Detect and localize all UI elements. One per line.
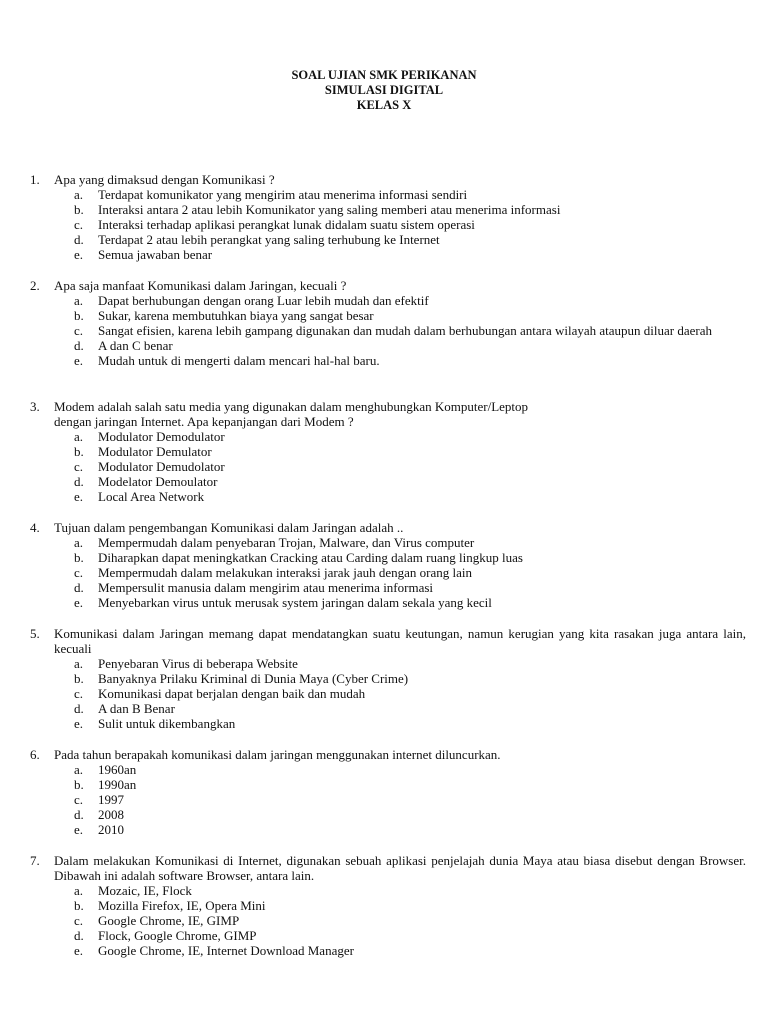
question-text: Apa saja manfaat Komunikasi dalam Jaringan, kecuali ? — [54, 278, 347, 293]
option-text: Mozilla Firefox, IE, Opera Mini — [98, 898, 266, 913]
option-text: A dan B Benar — [98, 701, 175, 716]
question-text-continued: dengan jaringan Internet. Apa kepanjangan dari Modem ? — [54, 414, 354, 429]
option-text: Sukar, karena membutuhkan biaya yang sangat besar — [98, 308, 374, 323]
option-b — [74, 671, 746, 686]
question-1 — [30, 172, 746, 262]
option-text: Diharapkan dapat meningkatkan Cracking atau Carding dalam ruang lingkup luas — [98, 550, 523, 565]
option-label: e. — [74, 595, 84, 610]
header-line-3: KELAS X — [356, 98, 412, 112]
option-label: d. — [74, 474, 84, 489]
option-e — [74, 247, 746, 262]
option-text: Sulit untuk dikembangkan — [98, 716, 236, 731]
option-label: b. — [74, 550, 84, 565]
question-text: Tujuan dalam pengembangan Komunikasi dalam Jaringan adalah .. — [54, 520, 404, 535]
option-text: Modulator Demulator — [98, 444, 212, 459]
exam-header — [0, 68, 768, 113]
option-d — [74, 701, 746, 716]
option-label: a. — [74, 187, 84, 202]
option-b — [74, 308, 746, 323]
option-label: c. — [74, 686, 84, 701]
option-a — [74, 762, 746, 777]
option-text: Sangat efisien, karena lebih gampang digunakan dan mudah dalam berhubungan antara wilayah ataupun diluar daerah — [98, 323, 713, 338]
option-b — [74, 550, 746, 565]
option-d — [74, 232, 746, 247]
option-text: Mozaic, IE, Flock — [98, 883, 192, 898]
option-label: b. — [74, 777, 84, 792]
option-d — [74, 338, 746, 353]
question-text: Dalam melakukan Komunikasi di Internet, digunakan sebuah aplikasi penjelajah dunia Maya atau biasa disebut dengan Browser. Dibawah ini adalah software Browser, antara lain. — [54, 853, 746, 883]
question-2 — [30, 278, 746, 368]
option-text: 1990an — [98, 777, 137, 792]
option-label: e. — [74, 489, 84, 504]
question-text: Pada tahun berapakah komunikasi dalam jaringan menggunakan internet diluncurkan. — [54, 747, 501, 762]
option-text: Mudah untuk di mengerti dalam mencari hal-hal baru. — [98, 353, 380, 368]
option-c — [74, 913, 746, 928]
question-number: 6. — [30, 747, 40, 762]
option-text: Google Chrome, IE, Internet Download Manager — [98, 943, 354, 958]
option-e — [74, 822, 746, 837]
option-label: c. — [74, 323, 84, 338]
question-number: 3. — [30, 399, 40, 414]
question-number: 2. — [30, 278, 40, 293]
option-d — [74, 807, 746, 822]
header-line-1: SOAL UJIAN SMK PERIKANAN — [291, 68, 477, 82]
option-text: A dan C benar — [98, 338, 173, 353]
option-a — [74, 883, 746, 898]
header-line-2: SIMULASI DIGITAL — [324, 83, 444, 97]
option-text: Modulator Demodulator — [98, 429, 225, 444]
option-e — [74, 716, 746, 731]
option-c — [74, 792, 746, 807]
option-c — [74, 686, 746, 701]
option-label: e. — [74, 353, 84, 368]
option-label: c. — [74, 217, 84, 232]
option-a — [74, 535, 746, 550]
option-text: Mempermudah dalam penyebaran Trojan, Malware, dan Virus computer — [98, 535, 475, 550]
option-b — [74, 777, 746, 792]
option-label: d. — [74, 807, 84, 822]
option-text: Penyebaran Virus di beberapa Website — [98, 656, 298, 671]
option-label: b. — [74, 202, 84, 217]
option-text: Local Area Network — [98, 489, 205, 504]
option-d — [74, 474, 746, 489]
option-text: Modelator Demoulator — [98, 474, 218, 489]
option-text: Komunikasi dapat berjalan dengan baik dan mudah — [98, 686, 366, 701]
option-label: d. — [74, 580, 84, 595]
question-3 — [30, 399, 746, 504]
option-label: d. — [74, 928, 84, 943]
option-d — [74, 928, 746, 943]
option-text: Menyebarkan virus untuk merusak system jaringan dalam sekala yang kecil — [98, 595, 492, 610]
option-e — [74, 595, 746, 610]
option-label: e. — [74, 716, 84, 731]
option-text: Mempermudah dalam melakukan interaksi jarak jauh dengan orang lain — [98, 565, 472, 580]
option-label: a. — [74, 429, 84, 444]
option-label: e. — [74, 943, 84, 958]
option-b — [74, 444, 746, 459]
option-text: Interaksi antara 2 atau lebih Komunikator yang saling memberi atau menerima informasi — [98, 202, 561, 217]
question-6 — [30, 747, 746, 837]
question-number: 7. — [30, 853, 40, 868]
option-text: 1960an — [98, 762, 137, 777]
option-e — [74, 353, 746, 368]
option-label: b. — [74, 444, 84, 459]
option-c — [74, 565, 746, 580]
option-text: 2008 — [98, 807, 124, 822]
option-label: e. — [74, 247, 84, 262]
option-label: e. — [74, 822, 84, 837]
option-b — [74, 898, 746, 913]
option-c — [74, 459, 746, 474]
option-text: Semua jawaban benar — [98, 247, 213, 262]
option-text: 2010 — [98, 822, 124, 837]
option-a — [74, 656, 746, 671]
option-text: Terdapat 2 atau lebih perangkat yang saling terhubung ke Internet — [98, 232, 440, 247]
option-c — [74, 217, 746, 232]
option-a — [74, 293, 746, 308]
option-label: a. — [74, 293, 84, 308]
option-label: c. — [74, 459, 84, 474]
option-label: d. — [74, 338, 84, 353]
option-text: Interaksi terhadap aplikasi perangkat lunak didalam suatu sistem operasi — [98, 217, 475, 232]
question-4 — [30, 520, 746, 610]
option-text: Flock, Google Chrome, GIMP — [98, 928, 257, 943]
question-number: 1. — [30, 172, 40, 187]
option-e — [74, 943, 746, 958]
option-a — [74, 429, 746, 444]
option-text: Dapat berhubungan dengan orang Luar lebih mudah dan efektif — [98, 293, 429, 308]
question-text: Apa yang dimaksud dengan Komunikasi ? — [54, 172, 275, 187]
option-label: c. — [74, 792, 84, 807]
option-label: b. — [74, 308, 84, 323]
option-label: d. — [74, 232, 84, 247]
option-label: c. — [74, 913, 84, 928]
option-text: Terdapat komunikator yang mengirim atau menerima informasi sendiri — [98, 187, 468, 202]
question-7 — [30, 853, 746, 958]
option-label: c. — [74, 565, 84, 580]
option-label: a. — [74, 762, 84, 777]
option-e — [74, 489, 746, 504]
option-text: Modulator Demudolator — [98, 459, 225, 474]
option-label: a. — [74, 656, 84, 671]
option-label: d. — [74, 701, 84, 716]
question-5 — [30, 626, 746, 731]
question-text: Komunikasi dalam Jaringan memang dapat mendatangkan suatu keutungan, namun kerugian yang kita rasakan juga antara lain, kecuali — [54, 626, 746, 656]
option-label: a. — [74, 535, 84, 550]
option-c — [74, 323, 746, 338]
option-label: b. — [74, 898, 84, 913]
question-number: 4. — [30, 520, 40, 535]
option-d — [74, 580, 746, 595]
option-text: Mempersulit manusia dalam mengirim atau menerima informasi — [98, 580, 434, 595]
question-text: Modem adalah salah satu media yang digunakan dalam menghubungkan Komputer/Leptop — [54, 399, 529, 414]
option-text: 1997 — [98, 792, 124, 807]
option-a — [74, 187, 746, 202]
option-b — [74, 202, 746, 217]
question-number: 5. — [30, 626, 40, 641]
option-text: Google Chrome, IE, GIMP — [98, 913, 240, 928]
option-label: b. — [74, 671, 84, 686]
option-label: a. — [74, 883, 84, 898]
option-text: Banyaknya Prilaku Kriminal di Dunia Maya (Cyber Crime) — [98, 671, 409, 686]
